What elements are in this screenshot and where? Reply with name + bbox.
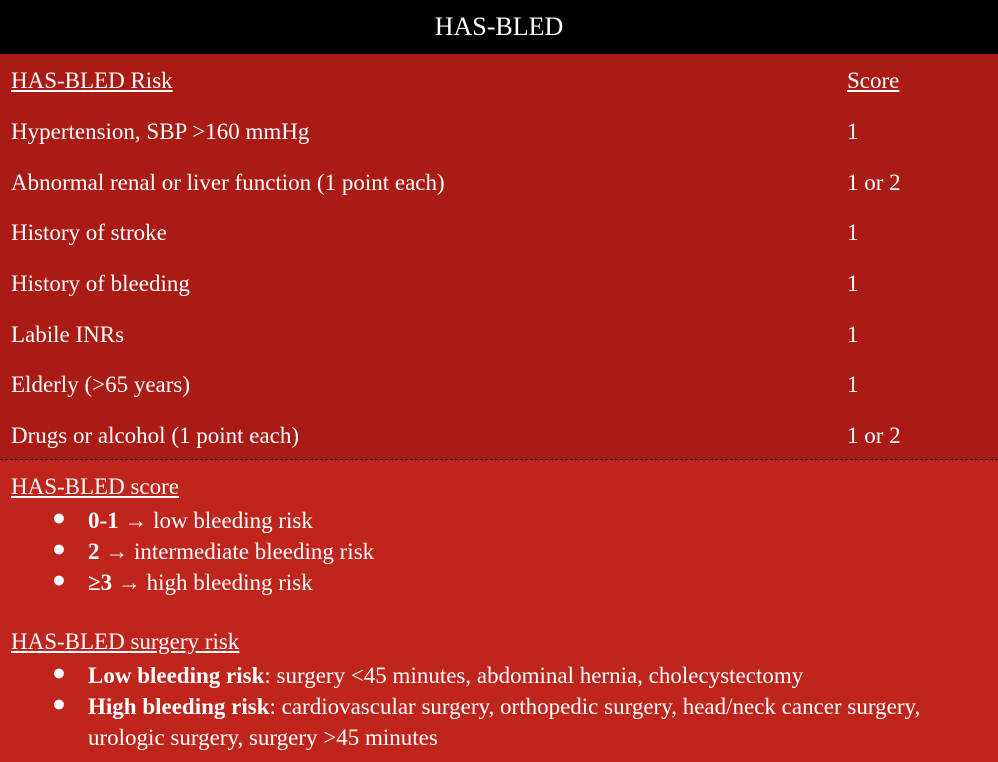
table-row — [0, 119, 998, 159]
table-row — [0, 372, 998, 412]
risk-score: 1 — [847, 322, 859, 347]
risk-score: 1 or 2 — [847, 170, 901, 195]
risk-score: 1 — [847, 271, 859, 296]
risk-score: 1 — [847, 220, 859, 245]
surgery-section-title: HAS-BLED surgery risk — [11, 629, 240, 654]
risk-factor: Drugs or alcohol (1 point each) — [11, 423, 300, 448]
score-section-title: HAS-BLED score — [11, 474, 179, 499]
score-range: 0-1 — [88, 508, 119, 533]
list-item-text — [88, 567, 968, 598]
list-item-text — [88, 536, 968, 567]
risk-factor: History of bleeding — [11, 271, 190, 296]
list-item-text — [88, 691, 968, 753]
table-row — [0, 220, 998, 260]
score-range: ≥3 — [88, 570, 113, 595]
risk-score: 1 — [847, 119, 859, 144]
risk-factor: Elderly (>65 years) — [11, 372, 191, 397]
risk-description: : surgery <45 minutes, abdominal hernia, cholecystectomy — [264, 663, 804, 688]
risk-score: 1 or 2 — [847, 423, 901, 448]
bullet-icon: ● — [52, 691, 66, 716]
bullet-icon: ● — [52, 567, 66, 592]
page-title: HAS-BLED — [434, 12, 564, 41]
column-header-factor: HAS-BLED Risk — [11, 68, 173, 93]
interpretation-section — [0, 460, 998, 762]
risk-level: High bleeding risk — [88, 694, 270, 719]
bullet-icon: ● — [52, 505, 66, 530]
risk-description: : cardiovascular surgery, orthopedic surgery, head/neck cancer surgery, urologic surgery, surgery >45 minutes — [88, 694, 921, 750]
table-row — [0, 423, 998, 463]
risk-table — [0, 54, 998, 460]
page-header — [0, 0, 998, 54]
column-header-score: Score — [847, 68, 900, 93]
table-row — [0, 271, 998, 311]
risk-factor: Labile INRs — [11, 322, 125, 347]
risk-level: Low bleeding risk — [88, 663, 265, 688]
bullet-icon: ● — [52, 536, 66, 561]
score-meaning: → low bleeding risk — [118, 508, 313, 533]
score-meaning: → high bleeding risk — [112, 570, 313, 595]
list-item-text — [88, 660, 968, 691]
table-row — [0, 322, 998, 362]
risk-factor: Hypertension, SBP >160 mmHg — [11, 119, 310, 144]
table-header-row — [0, 68, 998, 108]
table-row — [0, 170, 998, 210]
list-item-text — [88, 505, 968, 536]
score-meaning: → intermediate bleeding risk — [99, 539, 375, 564]
bullet-icon: ● — [52, 660, 66, 685]
risk-factor: History of stroke — [11, 220, 167, 245]
risk-score: 1 — [847, 372, 859, 397]
score-range: 2 — [88, 539, 100, 564]
risk-factor: Abnormal renal or liver function (1 point each) — [11, 170, 445, 195]
